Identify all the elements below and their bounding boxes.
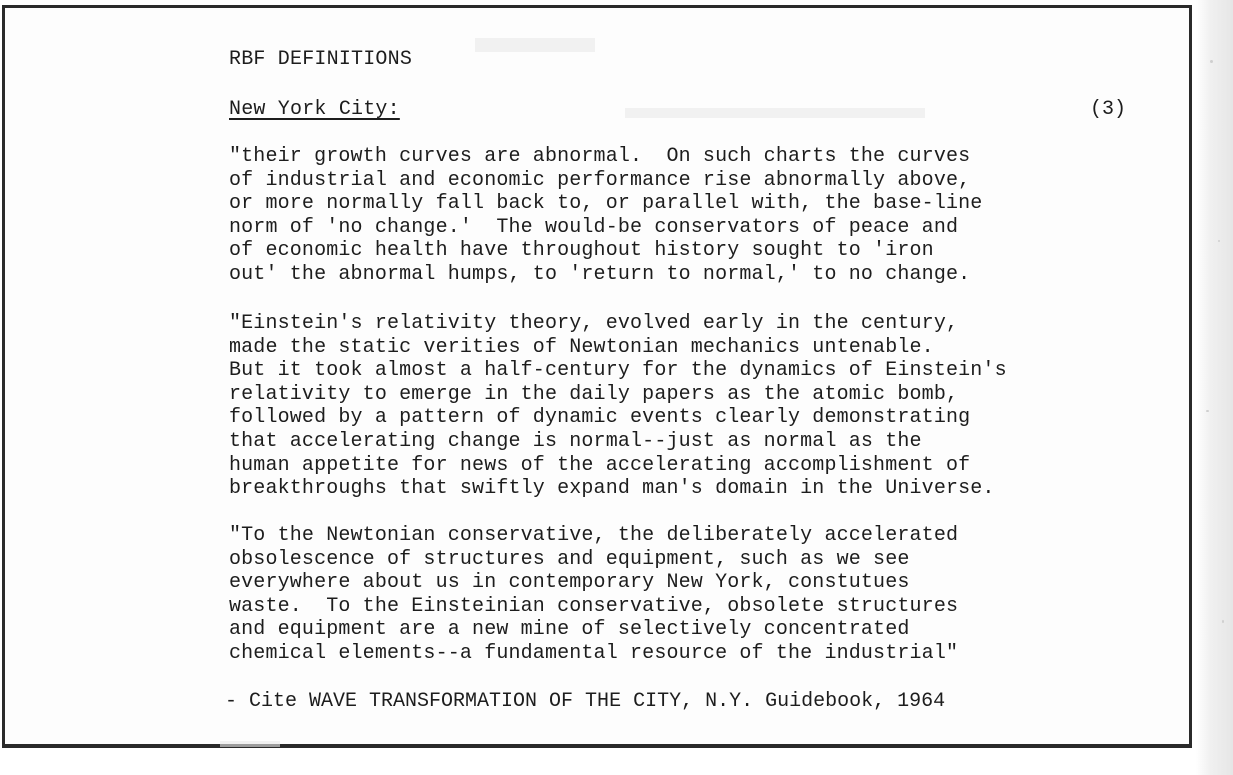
text-line: norm of 'no change.' The would-be conservators of peace and [229, 215, 959, 239]
paper-smudge [475, 38, 595, 52]
text-line: followed by a pattern of dynamic events clearly demonstrating [229, 406, 971, 430]
text-line: made the static verities of Newtonian mechanics untenable. [229, 335, 934, 359]
typed-page [2, 5, 1192, 748]
text-line: "To the Newtonian conservative, the deliberately accelerated [229, 524, 959, 547]
document-heading: RBF DEFINITIONS [229, 48, 413, 71]
text-line: waste. To the Einsteinian conservative, obsolete structures [229, 594, 959, 618]
scan-speck [1218, 240, 1220, 242]
text-line: obsolescence of structures and equipment, such as we see [229, 547, 910, 571]
text-line: of industrial and economic performance rise abnormally above, [229, 168, 971, 192]
text-line: "Einstein's relativity theory, evolved early in the century, [229, 312, 959, 335]
text-line: and equipment are a new mine of selectively concentrated [229, 618, 910, 642]
paper-smudge [625, 108, 925, 118]
scan-margin [1196, 0, 1233, 775]
text-line: relativity to emerge in the daily papers as the atomic bomb, [229, 382, 959, 406]
quote-paragraph-3 [229, 524, 958, 666]
text-line: of economic health have throughout history sought to 'iron [229, 239, 934, 263]
text-line: everywhere about us in contemporary New York, constutues [229, 571, 910, 595]
text-line: But it took almost a half-century for the dynamics of Einstein's [229, 359, 1007, 383]
quote-paragraph-1 [229, 145, 982, 287]
text-line: breakthroughs that swiftly expand man's domain in the Universe. [229, 477, 995, 501]
quote-paragraph-2 [229, 312, 1007, 501]
scan-speck [1210, 60, 1213, 63]
text-line: or more normally fall back to, or parallel with, the base-line [229, 192, 983, 216]
subject-title: New York City: [229, 98, 400, 121]
text-line: that accelerating change is normal--just as normal as the [229, 429, 922, 453]
text-line: "their growth curves are abnormal. On such charts the curves [229, 145, 971, 168]
page-number: (3) [1090, 98, 1127, 121]
citation-line: - Cite WAVE TRANSFORMATION OF THE CITY, N.Y. Guidebook, 1964 [225, 690, 946, 713]
scan-speck [1206, 410, 1209, 412]
paper-smudge [220, 741, 280, 747]
text-line: chemical elements--a fundamental resource of the industrial" [229, 641, 959, 665]
text-line: human appetite for news of the accelerating accomplishment of [229, 453, 971, 477]
scan-speck [1222, 620, 1224, 623]
text-line: out' the abnormal humps, to 'return to normal,' to no change. [229, 262, 971, 286]
